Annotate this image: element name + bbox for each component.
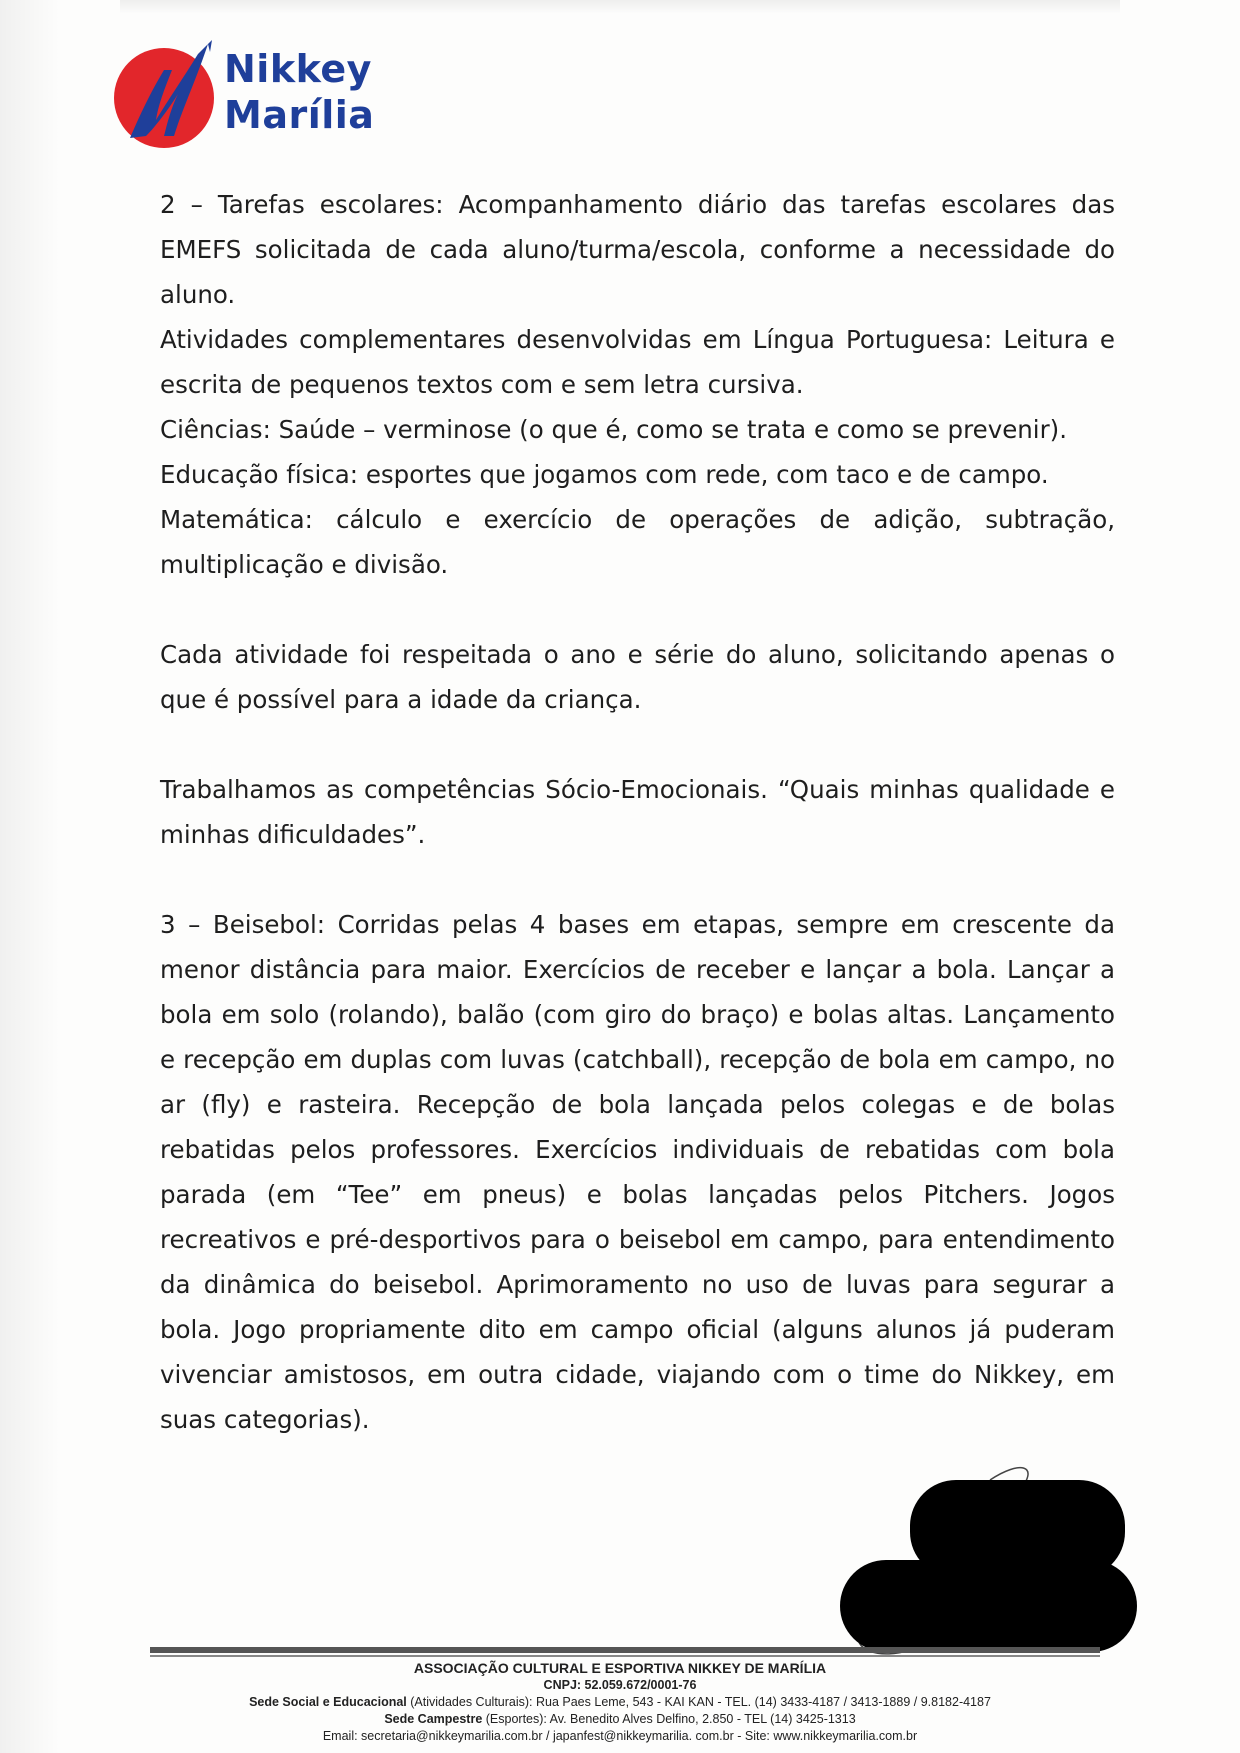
footer-divider [150, 1647, 1100, 1653]
scan-shadow [0, 0, 60, 1753]
logo-wordmark [224, 46, 374, 138]
redaction-block [840, 1560, 1137, 1652]
paragraph-lingua-portuguesa: Atividades complementares desenvolvidas em Língua Portuguesa: Leitura e escrita de pequenos textos com e sem letra cursiva. [160, 325, 1115, 399]
paragraph-beisebol: 3 – Beisebol: Corridas pelas 4 bases em etapas, sempre em crescente da menor distância para maior. Exercícios de receber e lançar a bola. Lançar a bola em solo (rolando), balão (com giro do braço) e bolas altas. Lançamento e recepção em duplas com luvas (catchball), recepção de bola em campo, no ar (fly) e rasteira. Recepção de bola lançada pelos colegas e de bolas rebatidas pelos professores. Exercícios individuais de rebatidas com bola parada (em “Tee” em pneus) e bolas lançadas pelos Pitchers. Jogos recreativos e pré-desportivos para o beisebol em campo, para entendimento da dinâmica do beisebol. Aprimoramento no uso de luvas para segurar a bola. Jogo propriamente dito em campo oficial (alguns alunos já puderam vivenciar amistosos, em outra cidade, viajando com o time do Nikkey, em suas categorias). [160, 910, 1115, 1434]
footer-sede-campestre: Sede Campestre (Esportes): Av. Benedito Alves Delfino, 2.850 - TEL (14) 3425-1313 [384, 1712, 856, 1726]
document-body [160, 182, 1115, 1442]
nikkey-logo-icon [112, 40, 222, 150]
paragraph-cada-atividade: Cada atividade foi respeitada o ano e série do aluno, solicitando apenas o que é possível para a idade da criança. [160, 640, 1115, 714]
logo-line-1: Nikkey [224, 47, 372, 91]
footer-sede-social: Sede Social e Educacional (Atividades Culturais): Rua Paes Leme, 543 - KAI KAN - TEL. (14) 3433-4187 / 3413-1889 / 9.8182-4187 [249, 1695, 991, 1709]
paragraph-tarefas: 2 – Tarefas escolares: Acompanhamento diário das tarefas escolares das EMEFS solicitada de cada aluno/turma/escola, conforme a necessidade do aluno. [160, 190, 1115, 309]
footer-cnpj: CNPJ: 52.059.672/0001-76 [543, 1678, 697, 1692]
paragraph-ciencias: Ciências: Saúde – verminose (o que é, como se trata e como se prevenir). [160, 415, 1068, 444]
paragraph-matematica: Matemática: cálculo e exercício de operações de adição, subtração, multiplicação e divisão. [160, 505, 1115, 579]
nikkey-logo [112, 40, 382, 150]
footer-contact: Email: secretaria@nikkeymarilia.com.br / japanfest@nikkeymarilia. com.br - Site: www.nikkeymarilia.com.br [322, 1729, 918, 1743]
footer-divider-thin [150, 1655, 1100, 1657]
footer [140, 1660, 1100, 1745]
logo-line-2: Marília [224, 93, 375, 137]
scan-smudge [120, 0, 1120, 14]
footer-org-name: ASSOCIAÇÃO CULTURAL E ESPORTIVA NIKKEY DE MARÍLIA [413, 1660, 827, 1676]
paragraph-educacao-fisica: Educação física: esportes que jogamos com rede, com taco e de campo. [160, 460, 1049, 489]
paragraph-competencias: Trabalhamos as competências Sócio-Emocionais. “Quais minhas qualidade e minhas dificuldades”. [160, 775, 1115, 849]
